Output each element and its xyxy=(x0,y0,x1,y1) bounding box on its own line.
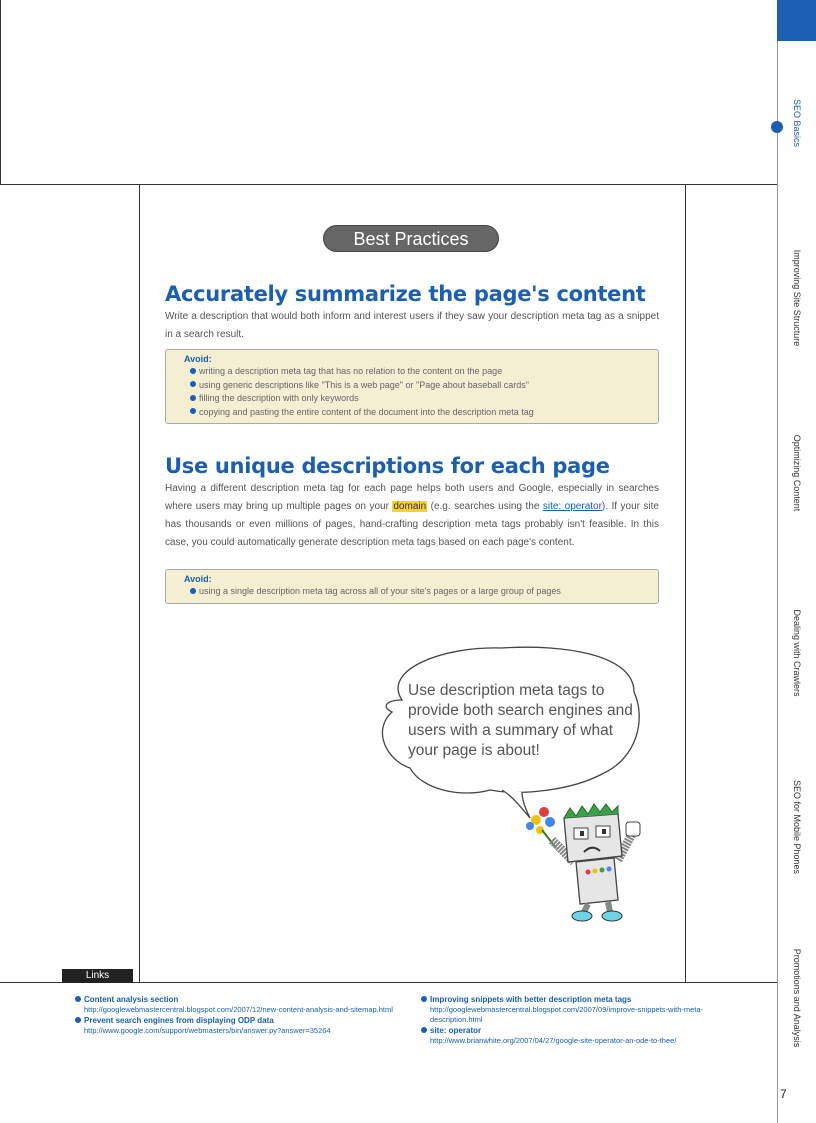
link-title-text[interactable]: Improving snippets with better description meta tags xyxy=(430,995,632,1004)
bullet-icon xyxy=(421,1027,427,1033)
sidebar-current-section-dot xyxy=(771,121,783,133)
avoid-item-text: using a single description meta tag across all of your site's pages or a large group of pages xyxy=(199,586,561,596)
section1-body: Write a description that would both inform and interest users if they saw your description meta tag as a snippet in a search result. xyxy=(165,311,659,340)
link-url[interactable]: http://www.google.com/support/webmasters/bin/answer.py?answer=35264 xyxy=(84,1026,331,1035)
avoid-item-text: writing a description meta tag that has no relation to the content on the page xyxy=(199,366,503,376)
avoid-item-text: using generic descriptions like "This is a web page" or "Page about baseball cards" xyxy=(199,379,529,390)
bullet-icon xyxy=(190,408,196,414)
sidebar-item-improving-site-structure[interactable]: Improving Site Structure xyxy=(792,249,802,347)
links-left-column xyxy=(75,995,405,1037)
section2-heading: Use unique descriptions for each page xyxy=(165,454,610,478)
link-title-text[interactable]: Prevent search engines from displaying ODP data xyxy=(84,1016,274,1025)
link-url[interactable]: http://www.brianwhite.org/2007/04/27/google-site-operator-an-ode-to-thee/ xyxy=(430,1036,677,1045)
bullet-icon xyxy=(421,996,427,1002)
frame-left-edge xyxy=(0,0,1,185)
page-number: 7 xyxy=(780,1087,787,1101)
bullet-icon xyxy=(75,996,81,1002)
frame-top-divider xyxy=(0,184,777,185)
avoid-item xyxy=(184,392,658,406)
frame-content-right xyxy=(685,184,686,983)
domain-glossary-term[interactable]: domain xyxy=(393,501,427,512)
sidebar-item-optimizing-content[interactable]: Optimizing Content xyxy=(792,434,802,512)
avoid-item-text: copying and pasting the entire content of the document into the description meta tag xyxy=(199,406,534,417)
links-tag: Links xyxy=(62,969,133,983)
avoid-item xyxy=(184,585,658,599)
avoid-title: Avoid: xyxy=(184,574,212,584)
bullet-icon xyxy=(190,381,196,387)
speech-bubble-text: Use description meta tags to provide both search engines and users with a summary of what your page is about! xyxy=(408,682,633,759)
avoid-item xyxy=(184,365,658,379)
frame-content-left xyxy=(139,184,140,983)
link-title[interactable] xyxy=(75,995,405,1005)
section2-avoid-box xyxy=(165,569,659,604)
link-title[interactable] xyxy=(421,995,751,1005)
bullet-icon xyxy=(190,368,196,374)
links-right-column xyxy=(421,995,751,1047)
link-url[interactable]: http://googlewebmastercentral.blogspot.com/2007/12/new-content-analysis-and-sitemap.html xyxy=(84,1005,393,1014)
section2-body-text: ). If your site has thousands or even millions of pages, hand-crafting description meta tags probably isn't feasible. In this case, you could automatically generate description meta tags based on each page's content. xyxy=(165,501,659,548)
section2-body-text: Having a different description meta tag for each page helps both users and Google, especially in searches where users may bring up multiple pages on your xyxy=(165,483,659,512)
avoid-title: Avoid: xyxy=(184,354,212,364)
bullet-icon xyxy=(75,1017,81,1023)
link-title-text[interactable]: site: operator xyxy=(430,1026,482,1035)
best-practices-badge: Best Practices xyxy=(323,225,499,252)
avoid-item-text: filling the description with only keywords xyxy=(199,393,359,403)
bullet-icon xyxy=(190,588,196,594)
link-title[interactable] xyxy=(75,1016,405,1026)
bullet-icon xyxy=(190,395,196,401)
sidebar-item-promotions-and-analysis[interactable]: Promotions and Analysis xyxy=(792,948,802,1048)
link-url[interactable]: http://googlewebmastercentral.blogspot.com/2007/09/improve-snippets-with-meta-description.html xyxy=(430,1005,704,1024)
section2-body-text: (e.g. searches using the xyxy=(427,501,543,512)
avoid-item xyxy=(184,379,658,393)
section1-heading: Accurately summarize the page's content xyxy=(165,282,646,306)
sidebar-active-tab-marker xyxy=(777,0,816,41)
section2-body xyxy=(165,480,659,552)
sidebar-item-seo-for-mobile-phones[interactable]: SEO for Mobile Phones xyxy=(792,779,802,875)
avoid-item xyxy=(184,406,658,420)
link-title[interactable] xyxy=(421,1026,751,1036)
section1-avoid-box xyxy=(165,349,659,424)
googlebot-robot-illustration xyxy=(522,800,648,924)
link-title-text[interactable]: Content analysis section xyxy=(84,995,179,1004)
sidebar-item-seo-basics[interactable]: SEO Basics xyxy=(792,98,802,148)
sidebar-divider xyxy=(777,41,778,1123)
site-operator-link[interactable]: site: operator xyxy=(542,501,602,512)
sidebar-item-dealing-with-crawlers[interactable]: Dealing with Crawlers xyxy=(792,609,802,697)
